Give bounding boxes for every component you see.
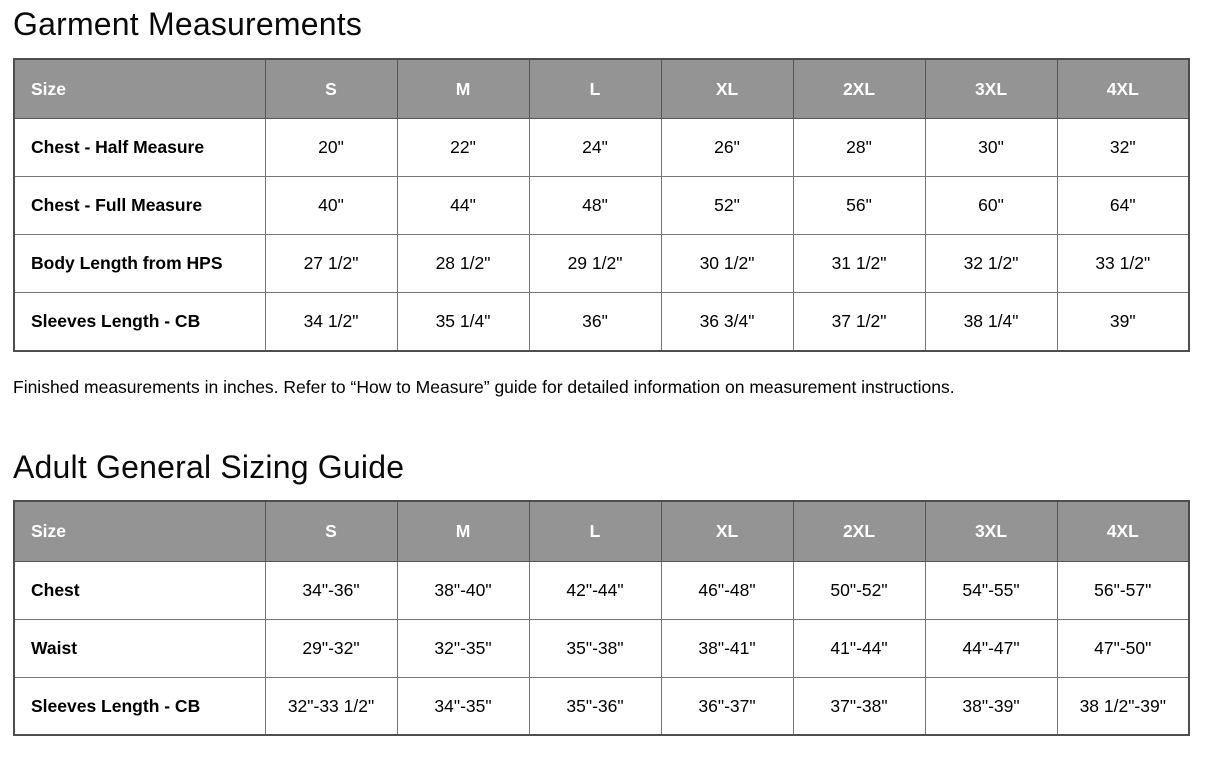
- measurement-cell: 38 1/4": [925, 293, 1057, 351]
- measurement-cell: 42"-44": [529, 561, 661, 619]
- measurement-cell: 37"-38": [793, 677, 925, 735]
- size-label-header: Size: [14, 59, 265, 119]
- size-column-header: M: [397, 59, 529, 119]
- measurement-cell: 60": [925, 177, 1057, 235]
- size-column-header: 4XL: [1057, 59, 1189, 119]
- measurements-footnote: Finished measurements in inches. Refer to “How to Measure” guide for detailed information on measurement instructions.: [13, 376, 955, 397]
- garment-measurements-title: Garment Measurements: [13, 6, 363, 42]
- measurement-cell: 54"-55": [925, 561, 1057, 619]
- measurement-cell: 38"-41": [661, 619, 793, 677]
- measurement-cell: 38"-39": [925, 677, 1057, 735]
- measurement-cell: 41"-44": [793, 619, 925, 677]
- measurement-cell: 56": [793, 177, 925, 235]
- size-label-header: Size: [14, 501, 265, 561]
- measurement-cell: 34"-35": [397, 677, 529, 735]
- size-column-header: S: [265, 59, 397, 119]
- measurement-cell: 33 1/2": [1057, 235, 1189, 293]
- size-column-header: XL: [661, 59, 793, 119]
- size-column-header: 3XL: [925, 59, 1057, 119]
- measurement-cell: 24": [529, 119, 661, 177]
- measurement-cell: 39": [1057, 293, 1189, 351]
- measurement-cell: 35"-36": [529, 677, 661, 735]
- table-row: [14, 177, 1189, 235]
- measurement-cell: 32": [1057, 119, 1189, 177]
- measurement-cell: 34"-36": [265, 561, 397, 619]
- table-row: [14, 293, 1189, 351]
- measurement-cell: 40": [265, 177, 397, 235]
- table-row: [14, 619, 1189, 677]
- measurement-cell: 35"-38": [529, 619, 661, 677]
- row-label: Waist: [14, 619, 265, 677]
- measurement-cell: 36"-37": [661, 677, 793, 735]
- measurement-cell: 32 1/2": [925, 235, 1057, 293]
- table-row: [14, 119, 1189, 177]
- measurement-cell: 56"-57": [1057, 561, 1189, 619]
- measurement-cell: 32"-33 1/2": [265, 677, 397, 735]
- measurement-cell: 34 1/2": [265, 293, 397, 351]
- measurement-cell: 48": [529, 177, 661, 235]
- row-label: Chest - Half Measure: [14, 119, 265, 177]
- adult-sizing-guide-table: [13, 500, 1190, 736]
- measurement-cell: 28": [793, 119, 925, 177]
- size-column-header: M: [397, 501, 529, 561]
- measurement-cell: 38 1/2"-39": [1057, 677, 1189, 735]
- garment-measurements-section: [13, 6, 1203, 399]
- row-label: Sleeves Length - CB: [14, 293, 265, 351]
- measurement-cell: 36 3/4": [661, 293, 793, 351]
- measurement-cell: 37 1/2": [793, 293, 925, 351]
- measurement-cell: 31 1/2": [793, 235, 925, 293]
- size-column-header: XL: [661, 501, 793, 561]
- size-column-header: S: [265, 501, 397, 561]
- measurement-cell: 30 1/2": [661, 235, 793, 293]
- adult-sizing-guide-title: Adult General Sizing Guide: [13, 448, 405, 485]
- measurement-cell: 47"-50": [1057, 619, 1189, 677]
- size-column-header: 2XL: [793, 59, 925, 119]
- table-row: [14, 235, 1189, 293]
- size-column-header: 3XL: [925, 501, 1057, 561]
- size-column-header: 2XL: [793, 501, 925, 561]
- measurement-cell: 35 1/4": [397, 293, 529, 351]
- table-row: [14, 677, 1189, 735]
- table-row: [14, 561, 1189, 619]
- measurement-cell: 36": [529, 293, 661, 351]
- measurement-cell: 50"-52": [793, 561, 925, 619]
- measurement-cell: 29"-32": [265, 619, 397, 677]
- size-column-header: L: [529, 501, 661, 561]
- measurement-cell: 38"-40": [397, 561, 529, 619]
- measurement-cell: 30": [925, 119, 1057, 177]
- size-column-header: 4XL: [1057, 501, 1189, 561]
- measurement-cell: 29 1/2": [529, 235, 661, 293]
- measurement-cell: 26": [661, 119, 793, 177]
- measurement-cell: 22": [397, 119, 529, 177]
- measurement-cell: 20": [265, 119, 397, 177]
- adult-sizing-guide-section: [13, 449, 1203, 737]
- measurement-cell: 64": [1057, 177, 1189, 235]
- measurement-cell: 44": [397, 177, 529, 235]
- measurement-cell: 52": [661, 177, 793, 235]
- row-label: Sleeves Length - CB: [14, 677, 265, 735]
- row-label: Body Length from HPS: [14, 235, 265, 293]
- table-header-row: [14, 59, 1189, 119]
- garment-measurements-table: [13, 58, 1190, 352]
- measurement-cell: 27 1/2": [265, 235, 397, 293]
- measurement-cell: 32"-35": [397, 619, 529, 677]
- size-column-header: L: [529, 59, 661, 119]
- measurement-cell: 28 1/2": [397, 235, 529, 293]
- row-label: Chest: [14, 561, 265, 619]
- measurement-cell: 44"-47": [925, 619, 1057, 677]
- measurement-cell: 46"-48": [661, 561, 793, 619]
- table-header-row: [14, 501, 1189, 561]
- row-label: Chest - Full Measure: [14, 177, 265, 235]
